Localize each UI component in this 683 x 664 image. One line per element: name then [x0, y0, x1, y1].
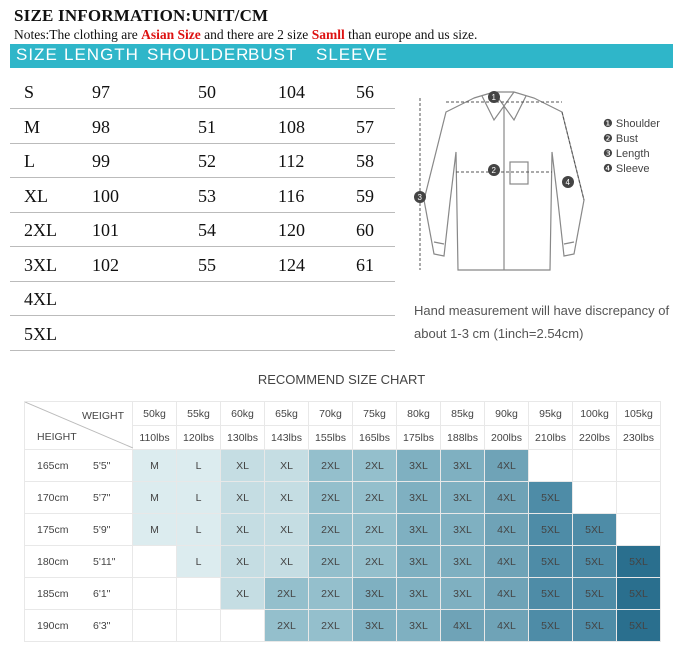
weight-kg-cell: 75kg: [353, 402, 397, 426]
weight-kg-cell: 65kg: [265, 402, 309, 426]
notes-mid: and there are 2 size: [200, 27, 312, 42]
size-recommend-cell: [573, 450, 617, 482]
size-row: [10, 247, 395, 282]
size-recommend-cell: L: [177, 482, 221, 514]
size-recommend-cell: 4XL: [441, 610, 485, 642]
recommend-title: RECOMMEND SIZE CHART: [257, 372, 426, 387]
size-cell: 3XL: [24, 254, 57, 275]
measurement-note-1: Hand measurement will have discrepancy of: [414, 303, 670, 318]
height-cell: [25, 482, 133, 514]
size-recommend-cell: 2XL: [265, 578, 309, 610]
size-recommend-cell: 4XL: [485, 482, 529, 514]
size-cell: 59: [356, 185, 374, 206]
size-cell: 51: [198, 116, 216, 137]
size-recommend-cell: 2XL: [353, 546, 397, 578]
legend-bust: ❷ Bust: [603, 133, 638, 145]
size-recommend-cell: 3XL: [397, 450, 441, 482]
size-recommend-cell: 3XL: [397, 610, 441, 642]
size-cell: L: [24, 151, 35, 171]
size-recommend-cell: 5XL: [573, 546, 617, 578]
size-cell: 97: [92, 82, 110, 102]
weight-lbs-cell: 210lbs: [529, 426, 573, 450]
size-recommend-cell: [529, 450, 573, 482]
legend-shoulder: ❶ Shoulder: [603, 118, 660, 130]
size-notes: [14, 27, 477, 43]
size-recommend-cell: 5XL: [573, 578, 617, 610]
weight-kg-cell: 90kg: [485, 402, 529, 426]
height-ft: 5'5": [93, 459, 111, 472]
size-recommend-cell: 4XL: [485, 514, 529, 546]
size-recommend-cell: 3XL: [397, 514, 441, 546]
size-recommend-cell: [177, 610, 221, 642]
height-row: [25, 578, 661, 610]
size-recommend-cell: 3XL: [397, 578, 441, 610]
weight-kg-cell: 85kg: [441, 402, 485, 426]
notes-suffix: than europe and us size.: [344, 27, 478, 42]
size-row: [10, 212, 395, 247]
size-recommend-cell: 2XL: [309, 578, 353, 610]
weight-kg-cell: 50kg: [133, 402, 177, 426]
table-corner: [25, 402, 133, 450]
weight-kg-cell: 70kg: [309, 402, 353, 426]
col-shoulder: SHOULDER: [147, 45, 250, 64]
shirt-diagram: [412, 82, 597, 292]
height-row: [25, 450, 661, 482]
col-bust: BUST: [248, 45, 298, 64]
marker-3: 3: [417, 193, 422, 202]
col-sleeve: SLEEVE: [316, 45, 389, 64]
height-cell: [25, 610, 133, 642]
size-recommend-cell: XL: [265, 450, 309, 482]
height-label: HEIGHT: [37, 431, 77, 443]
size-recommend-cell: [221, 610, 265, 642]
col-size: SIZE: [16, 45, 58, 64]
asian-size-label: Asian Size: [141, 27, 201, 42]
size-row: [10, 109, 395, 144]
size-cell: 102: [92, 254, 119, 275]
size-row: [10, 281, 395, 316]
size-recommend-cell: 3XL: [397, 482, 441, 514]
height-cell: [25, 578, 133, 610]
size-recommend-cell: 2XL: [353, 514, 397, 546]
size-recommend-cell: 3XL: [441, 450, 485, 482]
size-recommend-cell: 5XL: [529, 578, 573, 610]
size-cell: 5XL: [24, 323, 57, 344]
height-ft: 5'7": [93, 491, 111, 504]
measurement-note-2: about 1-3 cm (1inch=2.54cm): [414, 326, 584, 341]
size-cell: 54: [198, 220, 216, 240]
size-recommend-cell: [133, 546, 177, 578]
size-recommend-cell: 4XL: [485, 450, 529, 482]
notes-prefix: Notes:The clothing are: [14, 27, 142, 42]
size-recommend-cell: 2XL: [353, 482, 397, 514]
size-recommend-cell: 4XL: [485, 578, 529, 610]
size-recommend-cell: [133, 610, 177, 642]
weight-lbs-cell: 220lbs: [573, 426, 617, 450]
size-cell: 2XL: [24, 220, 57, 240]
size-recommend-cell: 2XL: [353, 450, 397, 482]
weight-lbs-cell: 155lbs: [309, 426, 353, 450]
size-cell: M: [24, 116, 41, 137]
size-cell: 55: [198, 254, 216, 275]
height-row: [25, 514, 661, 546]
weight-lbs-cell: 230lbs: [617, 426, 661, 450]
size-recommend-cell: 3XL: [353, 610, 397, 642]
size-cell: 56: [356, 82, 374, 102]
size-recommend-cell: 3XL: [397, 546, 441, 578]
size-recommend-cell: 3XL: [441, 514, 485, 546]
page-title: SIZE INFORMATION:UNIT/CM: [14, 6, 269, 25]
height-ft: 6'1": [93, 587, 111, 600]
size-cell: 60: [356, 220, 374, 240]
legend-sleeve: ❹ Sleeve: [603, 163, 650, 175]
size-recommend-cell: XL: [221, 578, 265, 610]
size-recommend-cell: [133, 578, 177, 610]
size-cell: S: [24, 82, 35, 102]
weight-lbs-cell: 130lbs: [221, 426, 265, 450]
size-recommend-cell: 2XL: [309, 514, 353, 546]
recommend-size-table: [24, 401, 661, 642]
size-cell: 100: [92, 185, 119, 206]
height-row: [25, 610, 661, 642]
size-recommend-cell: L: [177, 546, 221, 578]
weight-kg-cell: 100kg: [573, 402, 617, 426]
size-row: [10, 316, 395, 351]
size-recommend-cell: 2XL: [309, 450, 353, 482]
height-row: [25, 482, 661, 514]
size-recommend-cell: [617, 514, 661, 546]
size-cell: 4XL: [24, 289, 57, 309]
size-recommend-cell: 5XL: [573, 514, 617, 546]
height-cm: 175cm: [37, 523, 69, 536]
marker-2: 2: [491, 166, 496, 175]
height-cm: 165cm: [37, 459, 69, 472]
weight-lbs-cell: 165lbs: [353, 426, 397, 450]
size-recommend-cell: M: [133, 514, 177, 546]
size-recommend-cell: XL: [265, 482, 309, 514]
marker-4: 4: [565, 178, 570, 187]
size-cell: 52: [198, 151, 216, 171]
small-label: Samll: [311, 27, 345, 42]
weight-kg-cell: 95kg: [529, 402, 573, 426]
size-recommend-cell: 5XL: [529, 514, 573, 546]
height-ft: 6'3": [93, 619, 111, 632]
size-recommend-cell: 2XL: [309, 610, 353, 642]
size-recommend-cell: XL: [265, 546, 309, 578]
size-recommend-cell: XL: [221, 546, 265, 578]
size-cell: 98: [92, 116, 110, 137]
weight-lbs-cell: 143lbs: [265, 426, 309, 450]
size-row: [10, 74, 395, 109]
size-cell: 112: [278, 151, 305, 171]
height-row: [25, 546, 661, 578]
weight-kg-cell: 55kg: [177, 402, 221, 426]
size-table-header-bar: [10, 44, 673, 68]
weight-lbs-cell: 110lbs: [133, 426, 177, 450]
size-recommend-cell: 3XL: [441, 482, 485, 514]
size-cell: 58: [356, 151, 374, 171]
weight-lbs-cell: 175lbs: [397, 426, 441, 450]
height-cell: [25, 514, 133, 546]
height-cm: 190cm: [37, 619, 69, 632]
size-recommend-cell: XL: [221, 514, 265, 546]
size-recommend-cell: 3XL: [353, 578, 397, 610]
size-recommend-cell: 5XL: [617, 546, 661, 578]
size-recommend-cell: 5XL: [573, 610, 617, 642]
height-cm: 170cm: [37, 491, 69, 504]
marker-1: 1: [491, 93, 496, 102]
size-cell: 50: [198, 82, 216, 102]
size-recommend-cell: L: [177, 514, 221, 546]
height-cell: [25, 546, 133, 578]
weight-kg-cell: 80kg: [397, 402, 441, 426]
weight-label: WEIGHT: [82, 410, 124, 422]
size-row: [10, 178, 395, 213]
size-recommend-cell: M: [133, 450, 177, 482]
size-cell: 53: [198, 185, 216, 206]
col-length: LENGTH: [64, 45, 139, 64]
size-cell: 124: [278, 254, 305, 275]
size-cell: XL: [24, 185, 48, 206]
weight-kg-row: [25, 402, 661, 426]
weight-lbs-cell: 120lbs: [177, 426, 221, 450]
size-recommend-cell: 5XL: [529, 482, 573, 514]
size-cell: 61: [356, 254, 374, 275]
size-cell: 108: [278, 116, 305, 137]
legend-length: ❸ Length: [603, 148, 650, 160]
size-recommend-cell: XL: [221, 450, 265, 482]
size-recommend-cell: 2XL: [309, 546, 353, 578]
size-recommend-cell: 4XL: [485, 546, 529, 578]
size-row: [10, 143, 395, 178]
size-recommend-cell: L: [177, 450, 221, 482]
size-cell: 120: [278, 220, 305, 240]
size-recommend-cell: 5XL: [529, 610, 573, 642]
height-cm: 180cm: [37, 555, 69, 568]
size-recommend-cell: 5XL: [617, 578, 661, 610]
size-recommend-cell: 5XL: [617, 610, 661, 642]
size-cell: 104: [278, 82, 305, 102]
height-cell: [25, 450, 133, 482]
size-recommend-cell: 2XL: [309, 482, 353, 514]
size-recommend-cell: 3XL: [441, 578, 485, 610]
height-ft: 5'11": [93, 555, 116, 568]
size-recommend-cell: [177, 578, 221, 610]
size-recommend-cell: [573, 482, 617, 514]
weight-kg-cell: 105kg: [617, 402, 661, 426]
size-recommend-cell: 5XL: [529, 546, 573, 578]
size-recommend-cell: 4XL: [485, 610, 529, 642]
size-recommend-cell: [617, 450, 661, 482]
height-cm: 185cm: [37, 587, 69, 600]
height-ft: 5'9": [93, 523, 111, 536]
size-recommend-cell: M: [133, 482, 177, 514]
size-cell: 57: [356, 116, 374, 137]
size-recommend-cell: 2XL: [265, 610, 309, 642]
size-recommend-cell: 3XL: [441, 546, 485, 578]
weight-kg-cell: 60kg: [221, 402, 265, 426]
weight-lbs-cell: 200lbs: [485, 426, 529, 450]
size-recommend-cell: [617, 482, 661, 514]
weight-lbs-cell: 188lbs: [441, 426, 485, 450]
size-cell: 101: [92, 220, 119, 240]
size-cell: 99: [92, 151, 110, 171]
size-recommend-cell: XL: [265, 514, 309, 546]
size-recommend-cell: XL: [221, 482, 265, 514]
size-cell: 116: [278, 185, 305, 206]
